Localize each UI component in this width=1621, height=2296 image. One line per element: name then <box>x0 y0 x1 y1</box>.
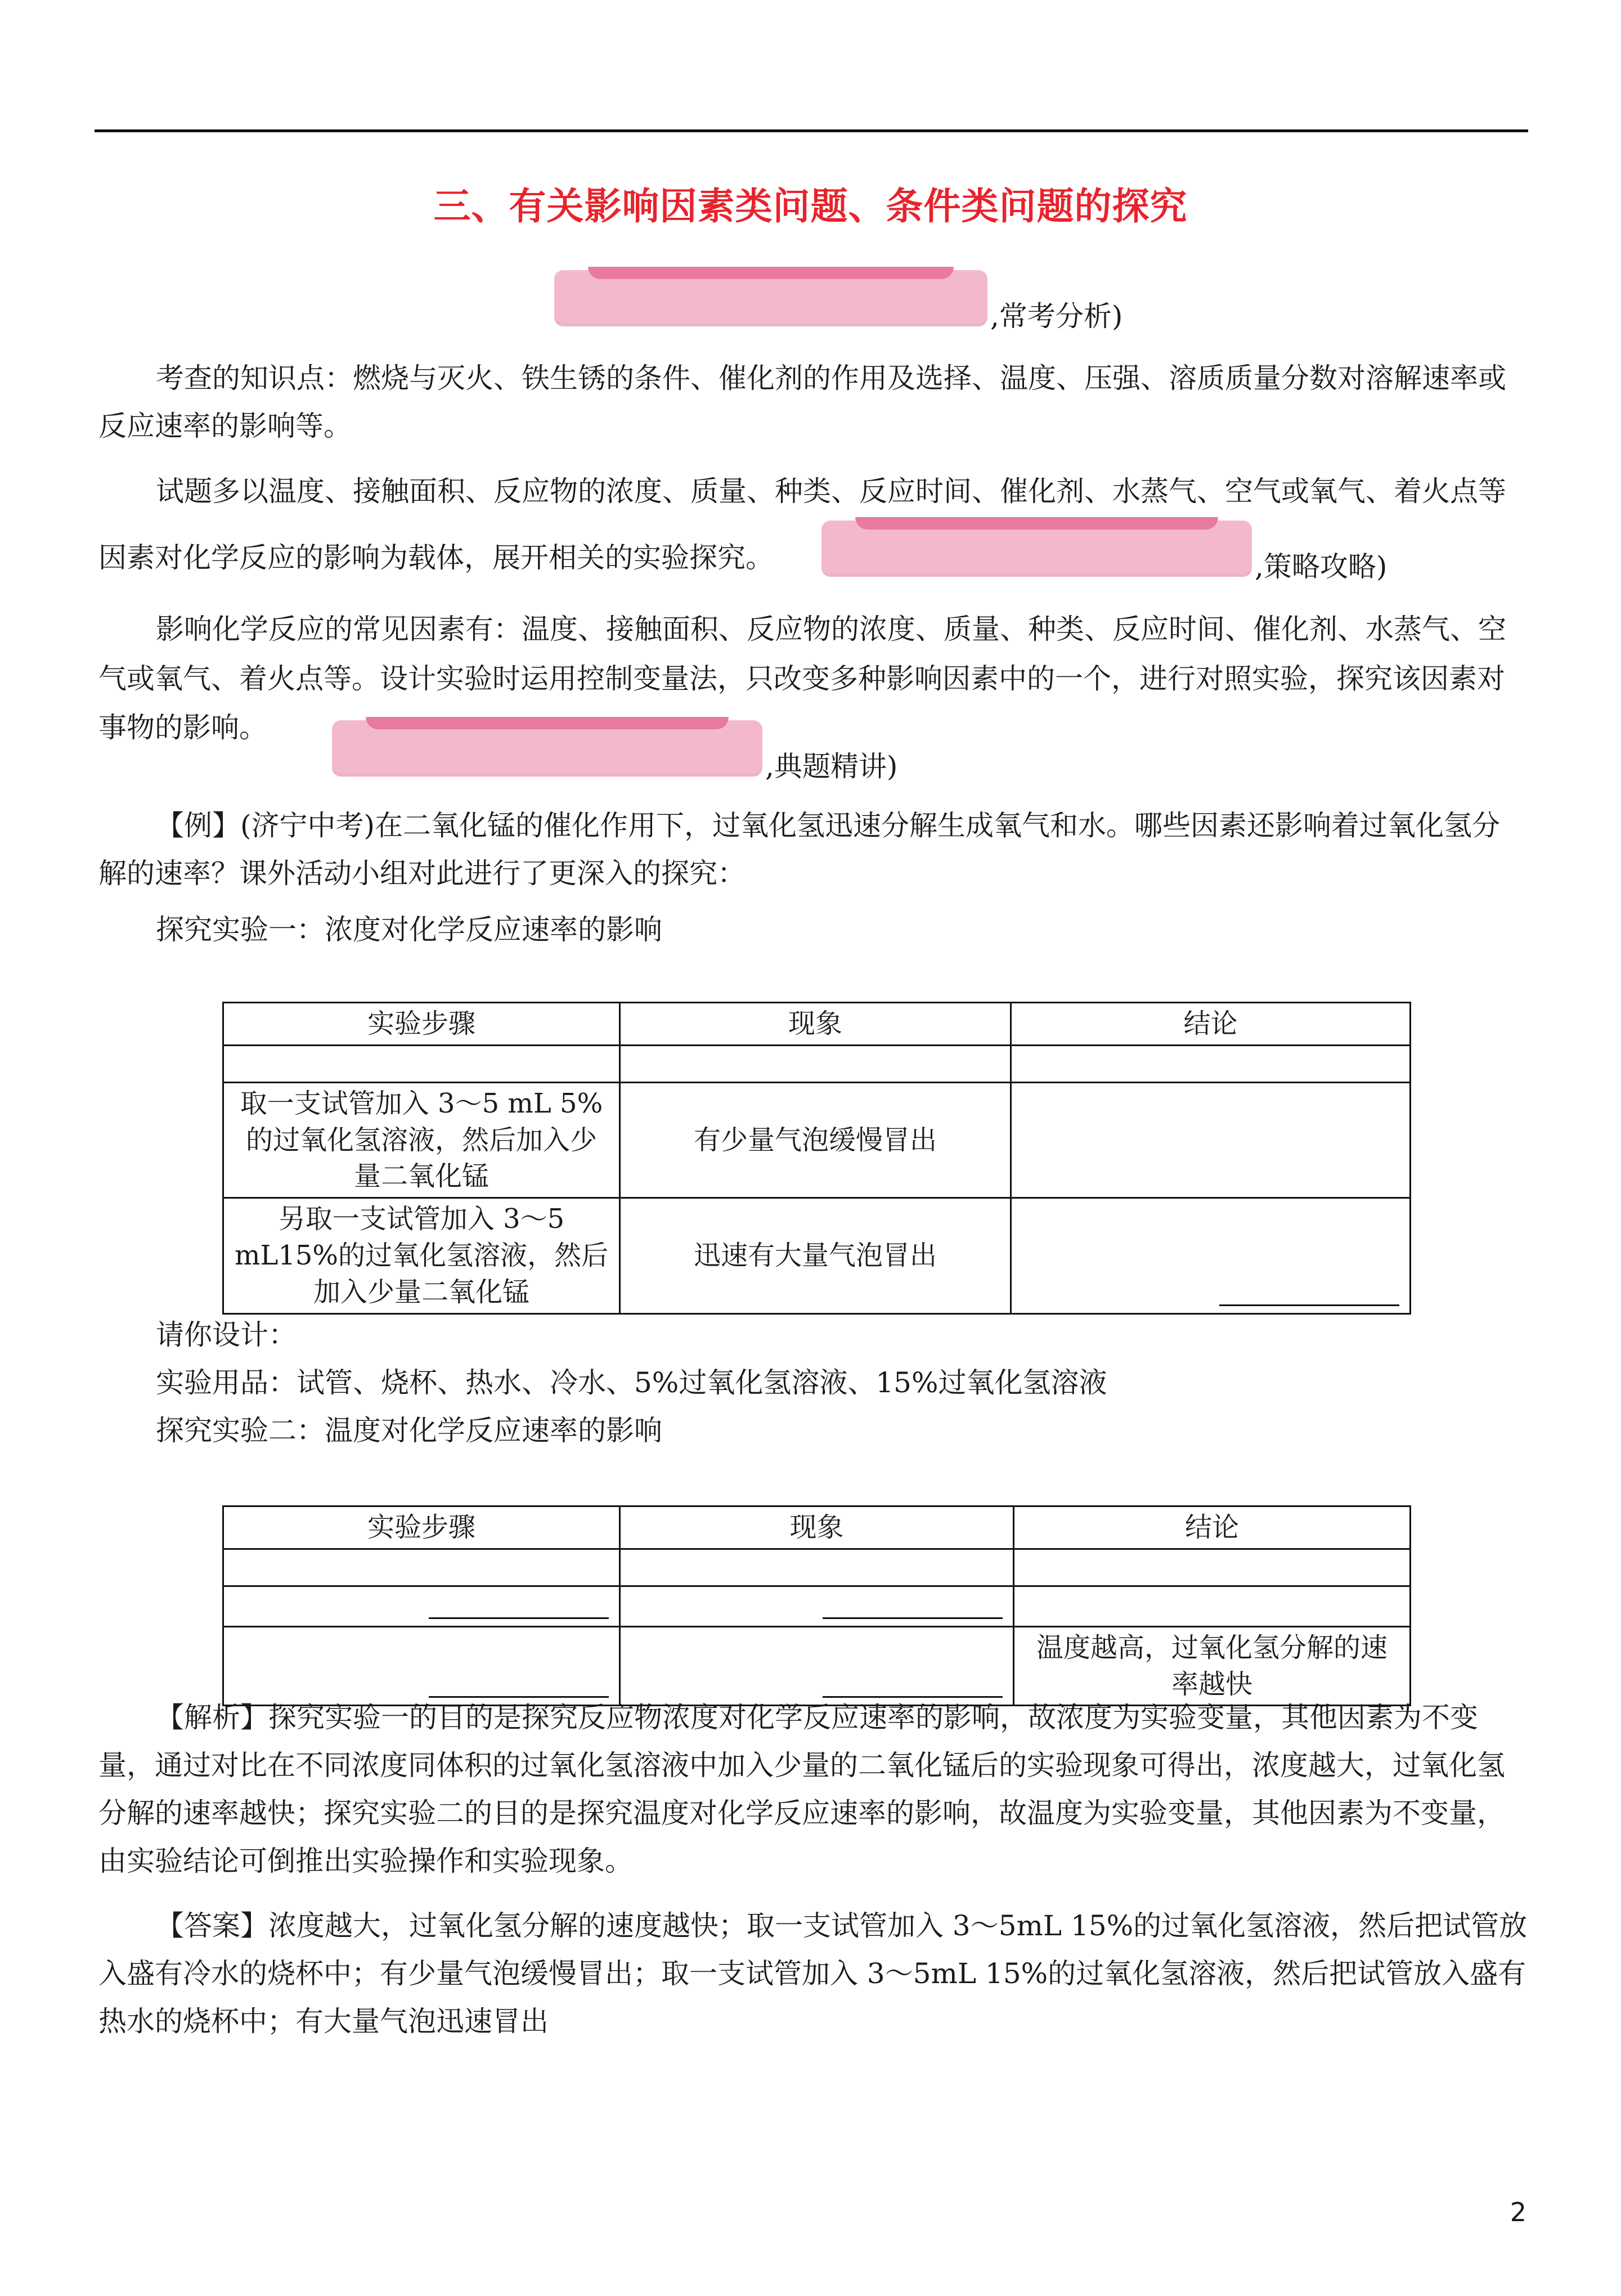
badge-label: ,常考分析) <box>990 300 1123 333</box>
blank-cell <box>620 1549 1014 1586</box>
table-row <box>223 1549 1411 1586</box>
phenomenon-cell: 有少量气泡缓慢冒出 <box>620 1082 1011 1198</box>
column-header-step: 实验步骤 <box>223 1003 620 1046</box>
column-header-step: 实验步骤 <box>223 1506 620 1549</box>
table-header-row <box>223 1506 1411 1549</box>
experiment-2-title: 探究实验二：温度对化学反应速率的影响 <box>156 1414 662 1447</box>
intro-paragraph-3: 影响化学反应的常见因素有：温度、接触面积、反应物的浓度、质量、种类、反应时间、催化剂、水蒸气、空气或氧气、着火点等。设计实验时运用控制变量法，只改变多种影响因素中的一个，进行对照实验，探究该因素对事物的影响。 <box>98 613 1506 744</box>
conclusion-cell <box>1011 1082 1411 1198</box>
badge-label: ,典题精讲) <box>765 750 898 783</box>
conclusion-cell: 温度越高，过氧化氢分解的速率越快 <box>1014 1626 1411 1706</box>
table-header-row <box>223 1003 1411 1046</box>
table-row <box>223 1082 1411 1198</box>
answer-blank-line <box>1219 1303 1399 1306</box>
section-badge-strategy <box>821 521 1440 588</box>
page-number: 2 <box>1510 2196 1526 2227</box>
step-cell: 取一支试管加入 3～5 mL 5%的过氧化氢溶液，然后加入少量二氧化锰 <box>223 1082 620 1198</box>
example-intro: 【例】(济宁中考)在二氧化锰的催化作用下，过氧化氢迅速分解生成氧气和水。哪些因素还影响着过氧化氢分解的速率？课外活动小组对此进行了更深入的探究： <box>98 809 1501 890</box>
column-header-conclusion: 结论 <box>1011 1003 1411 1046</box>
intro-paragraph-2: 试题多以温度、接触面积、反应物的浓度、质量、种类、反应时间、催化剂、水蒸气、空气或氧气、着火点等因素对化学反应的影响为载体，展开相关的实验探究。 <box>98 475 1506 574</box>
phenomenon-cell: 迅速有大量气泡冒出 <box>620 1198 1011 1313</box>
intro-paragraph-1: 考查的知识点：燃烧与灭火、铁生锈的条件、催化剂的作用及选择、温度、压强、溶质质量分数对溶解速率或反应速率的影响等。 <box>98 362 1506 442</box>
experiment-1-table <box>222 1002 1411 1315</box>
badge-banner <box>332 720 762 777</box>
answer-paragraph: 【答案】浓度越大，过氧化氢分解的速度越快；取一支试管加入 3～5mL 15%的过氧化氢溶液，然后把试管放入盛有冷水的烧杯中；有少量气泡缓慢冒出；取一支试管加入 3～5mL 15%的过氧化氢溶液，然后把试管放入盛有热水的烧杯中；有大量气泡迅速冒出 <box>98 1909 1528 2038</box>
section-badge-common-analysis <box>554 270 1229 338</box>
column-header-phenomenon: 现象 <box>620 1506 1014 1549</box>
badge-banner <box>821 521 1252 577</box>
step-answer-blank[interactable] <box>223 1586 620 1626</box>
design-prompt: 请你设计： <box>156 1319 297 1351</box>
blank-cell <box>1014 1549 1411 1586</box>
experiment-1-title: 探究实验一：浓度对化学反应速率的影响 <box>156 913 662 946</box>
column-header-phenomenon: 现象 <box>620 1003 1011 1046</box>
table-row <box>223 1045 1411 1082</box>
phenomenon-answer-blank[interactable] <box>620 1586 1014 1626</box>
experiment-2-table <box>222 1505 1411 1706</box>
column-header-conclusion: 结论 <box>1014 1506 1411 1549</box>
blank-cell <box>223 1549 620 1586</box>
page-title: 三、有关影响因素类问题、条件类问题的探究 <box>433 184 1188 228</box>
answer-blank-line <box>823 1616 1003 1619</box>
blank-cell <box>1014 1586 1411 1626</box>
badge-banner <box>554 270 987 326</box>
header-rule <box>95 129 1528 132</box>
table-row <box>223 1586 1411 1626</box>
step-cell: 另取一支试管加入 3～5 mL15%的过氧化氢溶液，然后加入少量二氧化锰 <box>223 1198 620 1313</box>
table-row <box>223 1198 1411 1313</box>
materials-list: 实验用品：试管、烧杯、热水、冷水、5%过氧化氢溶液、15%过氧化氢溶液 <box>156 1366 1107 1399</box>
blank-cell <box>1011 1045 1411 1082</box>
blank-cell <box>620 1045 1011 1082</box>
section-badge-examples <box>332 720 951 788</box>
analysis-paragraph: 【解析】探究实验一的目的是探究反应物浓度对化学反应速率的影响，故浓度为实验变量，其他因素为不变量，通过对比在不同浓度同体积的过氧化氢溶液中加入少量的二氧化锰后的实验现象可得出，浓度越大，过氧化氢分解的速率越快；探究实验二的目的是探究温度对化学反应速率的影响，故温度为实验变量，其他因素为不变量，由实验结论可倒推出实验操作和实验现象。 <box>98 1701 1505 1877</box>
blank-cell <box>223 1045 620 1082</box>
conclusion-answer-blank[interactable] <box>1011 1198 1411 1313</box>
badge-label: ,策略攻略) <box>1255 550 1387 583</box>
answer-blank-line <box>429 1616 609 1619</box>
